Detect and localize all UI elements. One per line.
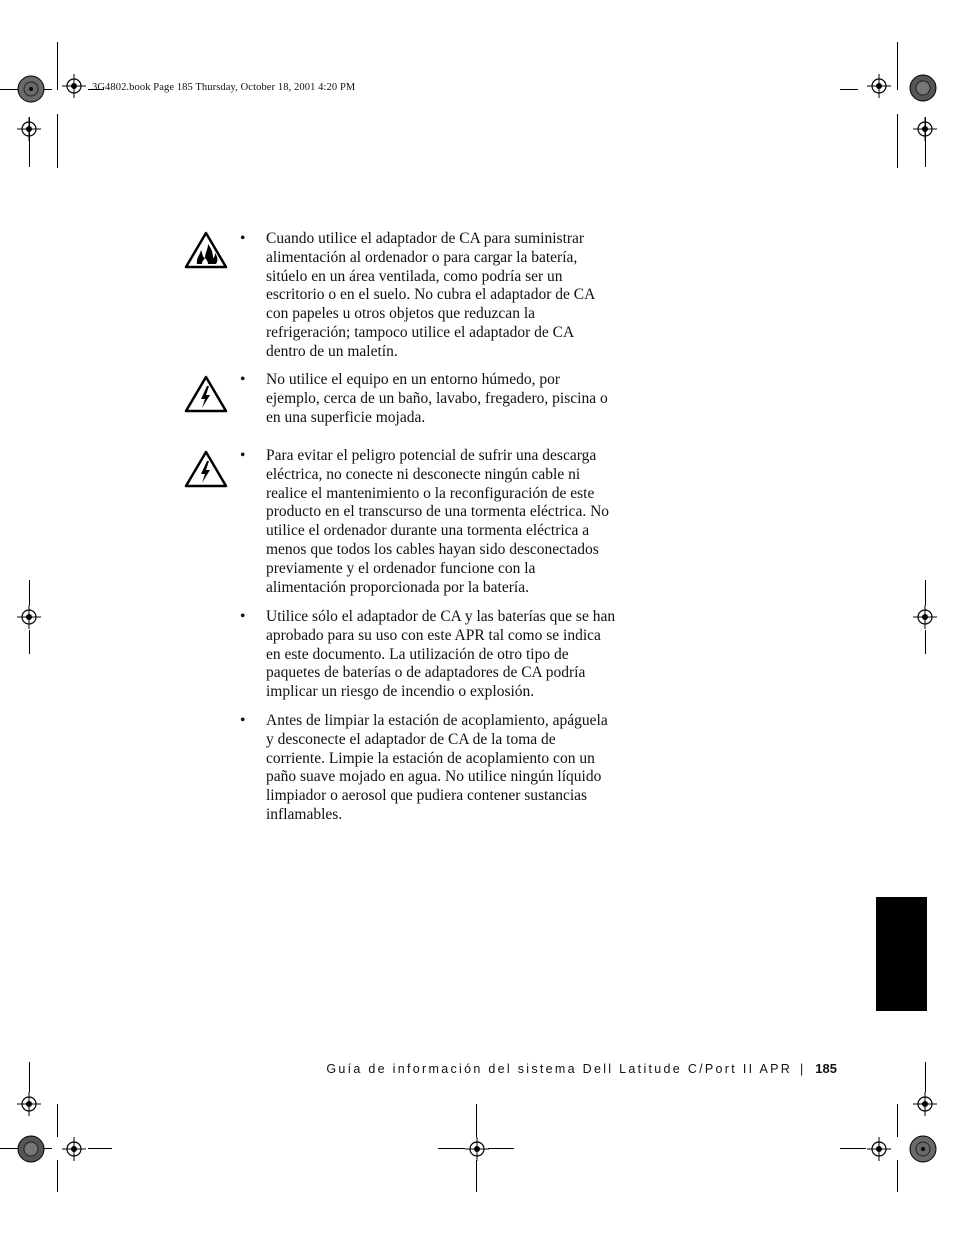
bullet-marker: •	[240, 371, 246, 388]
list-item: Antes de limpiar la estación de acoplamiento, apáguela y desconecte el adaptador de CA de la toma de corriente. Limpie la estación de acoplamiento con un paño suave mojado en agua. No utilice ningún líquido limpiador o aerosol que pudiera contener sustancias inflamables.	[266, 712, 608, 823]
bullet-marker: •	[240, 447, 246, 464]
crop-target-icon	[867, 1137, 891, 1161]
color-wheel-icon	[17, 1135, 45, 1163]
crop-target-icon	[62, 74, 86, 98]
crop-target-icon	[17, 1092, 41, 1116]
book-info-header: 3G4802.book Page 185 Thursday, October 18, 2001 4:20 PM	[92, 82, 356, 93]
footer-document-title: Guía de información del sistema Dell Latitude C/Port II APR	[326, 1062, 793, 1076]
color-wheel-icon	[17, 75, 45, 103]
crop-target-icon	[62, 1137, 86, 1161]
page-number: 185	[815, 1061, 837, 1076]
crop-target-icon	[17, 117, 41, 141]
fire-warning-icon	[184, 231, 228, 269]
list-item: Cuando utilice el adaptador de CA para suministrar alimentación al ordenador o para cargar la batería, sitúelo en un área ventilada, como podría ser un escritorio o en el suelo. No cubra el adaptador de CA con papeles u otros objetos que reduzcan la refrigeración; tampoco utilice el adaptador de CA dentro de un maletín.	[266, 230, 596, 360]
color-wheel-icon	[909, 1135, 937, 1163]
crop-target-icon	[913, 1092, 937, 1116]
footer-separator: |	[800, 1062, 804, 1076]
section-thumb-tab	[876, 897, 927, 1011]
crop-target-icon	[867, 74, 891, 98]
bullet-marker: •	[240, 608, 246, 625]
crop-target-icon	[17, 605, 41, 629]
crop-target-icon	[465, 1137, 489, 1161]
bullet-marker: •	[240, 712, 246, 729]
list-item: No utilice el equipo en un entorno húmedo, por ejemplo, cerca de un baño, lavabo, fregadero, piscina o en una superficie mojada.	[266, 371, 608, 426]
bullet-marker: •	[240, 230, 246, 247]
electric-shock-warning-icon	[184, 450, 228, 488]
page-footer	[0, 1061, 837, 1076]
electric-shock-warning-icon	[184, 375, 228, 413]
color-wheel-icon	[909, 74, 937, 102]
crop-target-icon	[913, 117, 937, 141]
crop-target-icon	[913, 605, 937, 629]
list-item: Utilice sólo el adaptador de CA y las baterías que se han aprobado para su uso con este APR tal como se indica en este documento. La utilización de otro tipo de paquetes de baterías o de adaptadores de CA podría implicar un riesgo de incendio o explosión.	[266, 608, 616, 701]
list-item: Para evitar el peligro potencial de sufrir una descarga eléctrica, no conecte ni desconecte ningún cable ni realice el mantenimiento o la reconfiguración de este producto en el transcurso de una tormenta eléctrica. No utilice el ordenador durante una tormenta eléctrica a menos que todos los cables hayan sido desconectados previamente y el ordenador funcione con la alimentación proporcionada por la batería.	[266, 447, 610, 596]
